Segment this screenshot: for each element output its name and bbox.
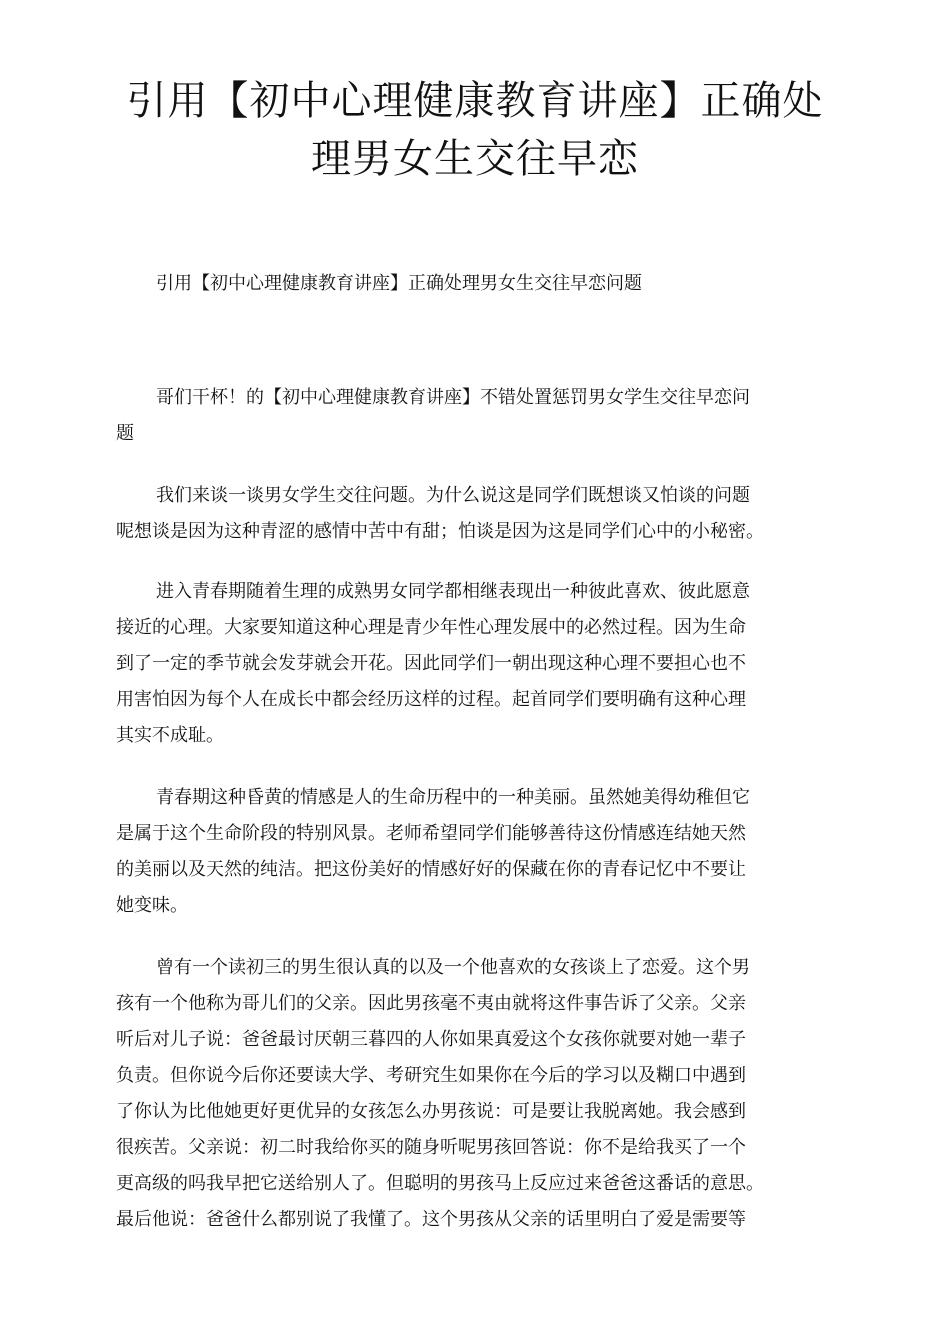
title-line: 理男女生交往早恋 [311,136,639,182]
paragraph-line: 进入青春期随着生理的成熟男女同学都相继表现出一种彼此喜欢、彼此愿意 [156,581,750,602]
paragraph-line: 用害怕因为每个人在成长中都会经历这样的过程。起首同学们要明确有这种心理 [116,689,746,710]
paragraph-line: 很疾苦。父亲说：初二时我给你买的随身听呢男孩回答说：你不是给我买了一个 [116,1137,746,1158]
title-line: 引用【初中心理健康教育讲座】正确处 [126,78,824,124]
paragraph-line: 青春期这种昏黄的情感是人的生命历程中的一种美丽。虽然她美得幼稚但它 [156,787,750,808]
paragraph-line: 我们来谈一谈男女学生交往问题。为什么说这是同学们既想谈又怕谈的问题 [156,485,750,506]
paragraph-line: 曾有一个读初三的男生很认真的以及一个他喜欢的女孩谈上了恋爱。这个男 [156,957,750,978]
paragraph-line: 的美丽以及天然的纯洁。把这份美好的情感好好的保藏在你的青春记忆中不要让 [116,859,746,880]
paragraph-line: 哥们干杯！的【初中心理健康教育讲座】不错处置惩罚男女学生交往早恋问 [156,387,750,408]
paragraph-line: 她变味。 [116,895,188,916]
body-paragraph [116,780,836,924]
paragraph-line: 听后对儿子说：爸爸最讨厌朝三暮四的人你如果真爱这个女孩你就要对她一辈子 [116,1029,746,1050]
paragraph-line: 更高级的吗我早把它送给别人了。但聪明的男孩马上反应过来爸爸这番话的意思。 [116,1173,764,1194]
body-paragraph [116,950,836,1238]
body-paragraph [116,380,836,452]
subtitle-paragraph [116,266,836,302]
paragraph-line: 孩有一个他称为哥儿们的父亲。因此男孩毫不夷由就将这件事告诉了父亲。父亲 [116,993,746,1014]
paragraph-line: 负责。但你说今后你还要读大学、考研究生如果你在今后的学习以及糊口中遇到 [116,1065,746,1086]
body-paragraph [116,478,836,550]
paragraph-line: 最后他说：爸爸什么都别说了我懂了。这个男孩从父亲的话里明白了爱是需要等 [116,1209,746,1230]
paragraph-line: 其实不成耻。 [116,725,224,746]
paragraph-line: 呢想谈是因为这种青涩的感情中苦中有甜；怕谈是因为这是同学们心中的小秘密。 [116,521,764,542]
paragraph-line: 接近的心理。大家要知道这种心理是青少年性心理发展中的必然过程。因为生命 [116,617,746,638]
paragraph-line: 到了一定的季节就会发芽就会开花。因此同学们一朝出现这种心理不要担心也不 [116,653,746,674]
paragraph-line: 引用【初中心理健康教育讲座】正确处理男女生交往早恋问题 [156,273,642,294]
paragraph-line: 题 [116,423,134,444]
paragraph-line: 是属于这个生命阶段的特别风景。老师希望同学们能够善待这份情感连结她天然 [116,823,746,844]
paragraph-line: 了你认为比他她更好更优异的女孩怎么办男孩说：可是要让我脱离她。我会感到 [116,1101,746,1122]
body-paragraph [116,574,836,754]
document-title [100,72,850,188]
